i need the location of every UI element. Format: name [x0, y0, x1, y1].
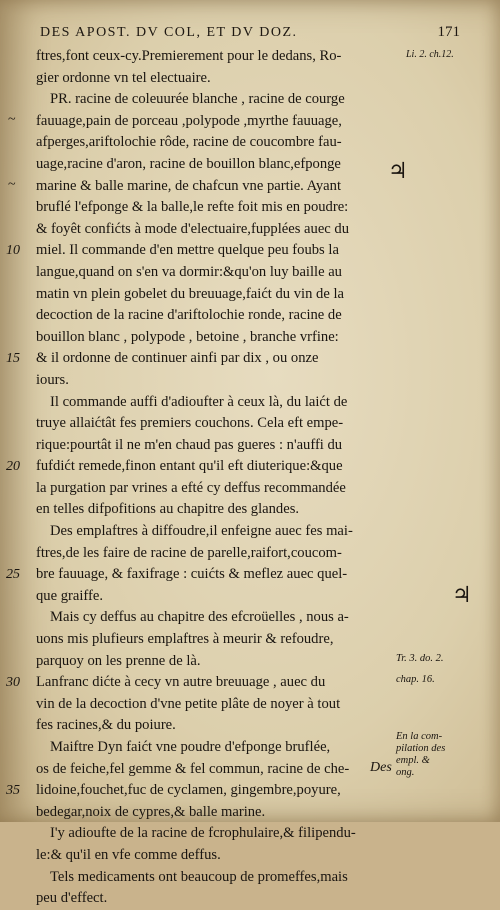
line-number: 25 [6, 567, 20, 583]
text-line: la purgation par vrines a efté cy deffus recommandée [36, 479, 346, 496]
margin-note-compilation: En la com- pilation des empl. & ong. [396, 731, 446, 778]
text-line: 35 lidoine,fouchet,fuc de cyclamen, gingembre,poyure, [0, 780, 500, 802]
text-line: afperges,ariftolochie rôde, racine de coucombre fau- [36, 134, 342, 151]
text-line: 10 miel. Il commande d'en mettre quelque peu foubs la [0, 240, 500, 262]
text-line: ~ fauuage,pain de porceau ,polypode ,myrthe fauuage, [0, 111, 500, 133]
text-line: truye allaićtât fes premiers couchons. Cela eft empe- [36, 415, 344, 432]
dash-mark: ~ [8, 111, 16, 127]
text-line: I'y adioufte de la racine de fcrophulaire,& filipendu- [50, 825, 356, 842]
page-text [0, 46, 500, 910]
text-line: ftres,font ceux-cy.Premierement pour le dedans, Ro- [36, 48, 342, 64]
page-number: 171 [437, 24, 460, 40]
text-line: Maiftre Dyn faićt vne poudre d'efponge bruflée, En la com- pilation des empl. & ong. [0, 737, 500, 759]
line-number: 30 [6, 675, 20, 691]
text-line: le:& qu'il en vfe comme deffus. [36, 846, 221, 863]
text-line: vin de la decoction d'vne petite plâte de noyer à tout [36, 695, 341, 712]
line-number: 10 [6, 243, 20, 259]
text-line: os de feiche,fel gemme & fel commun, racine de che- [36, 760, 350, 777]
jupiter-symbol: ♃ [452, 582, 472, 607]
text-line: que graiffe. [36, 587, 103, 604]
text-line: Des emplaftres à diffoudre,il enfeigne auec fes mai- [50, 523, 353, 540]
text-line: bruflé l'efponge & la balle,le refte foit mis en poudre: [36, 199, 349, 216]
text-line: ftres,de les faire de racine de parelle,raifort,coucom- [36, 544, 342, 561]
text-line: bouillon blanc , polypode , betoine , branche vrfine: [36, 328, 339, 345]
text-line: en telles difpofitions au chapitre des glandes. [36, 501, 300, 518]
margin-reference-traite: Tr. 3. do. 2. [396, 652, 444, 664]
text-line: 15 & il ordonne de continuer ainfi par dix , ou onze [0, 348, 500, 370]
text-line: PR. racine de coleuurée blanche , racine de courge [50, 91, 345, 108]
text-line: Il commande auffi d'adioufter à ceux là, du laićt de [50, 393, 348, 410]
running-title: DES APOST. DV COL, ET DV DOZ. [40, 25, 298, 40]
text-line: Mais cy deffus au chapitre des efcroüelles , nous a- [50, 609, 349, 626]
text-line: bedegar,noix de cypres,& balle marine. [36, 803, 266, 820]
line-number: 15 [6, 351, 20, 367]
running-header [40, 24, 460, 41]
text-line: 20 fufdićt remede,finon entant qu'il eft diuterique:&que [0, 456, 500, 478]
text-line: uons mis plufieurs emplaftres à meurir & refoudre, [36, 631, 334, 648]
text-line: langue,quand on s'en va dormir:&qu'on luy baille au [36, 263, 342, 280]
text-line: decoction de la racine d'ariftolochie ronde, racine de [36, 307, 342, 324]
line-number: 35 [6, 783, 20, 799]
text-line: peu d'effect. [36, 890, 108, 907]
text-line: 30 Lanfranc dićte à cecy vn autre breuuage , auec du chap. 16. [0, 672, 500, 694]
line-number: 20 [6, 459, 20, 475]
margin-reference-chapitre: chap. 16. [396, 674, 435, 686]
text-line: parquoy on les prenne de là. Tr. 3. do. 2. [0, 651, 500, 673]
text-line: rique:pourtât il ne m'en chaud pas gueres : n'auffi du [36, 436, 343, 453]
text-line: iours. [36, 371, 69, 388]
text-line: fes racines,& du poiure. [36, 717, 176, 734]
text-line: 25 bre fauuage, & faxifrage : cuićts & meflez auec quel- [0, 564, 500, 586]
text-line: & foyêt confićts à mode d'electuaire,fupplées auec du [36, 220, 350, 237]
margin-reference-livre: Li. 2. ch.12. [406, 49, 454, 60]
text-line: matin vn plein gobelet du breuuage,faićt du vin de la [36, 285, 344, 302]
text-line: gier ordonne vn tel electuaire. [36, 69, 211, 86]
text-line: Tels medicaments ont beaucoup de promeffes,mais [50, 868, 348, 885]
catchword: Des [370, 760, 392, 775]
text-line: ~ marine & balle marine, de chafcun vne partie. Ayant [0, 176, 500, 198]
text-line: uage,racine d'aron, racine de bouillon blanc,efponge [36, 155, 341, 172]
jupiter-symbol: ♃ [388, 158, 408, 183]
dash-mark: ~ [8, 176, 16, 192]
